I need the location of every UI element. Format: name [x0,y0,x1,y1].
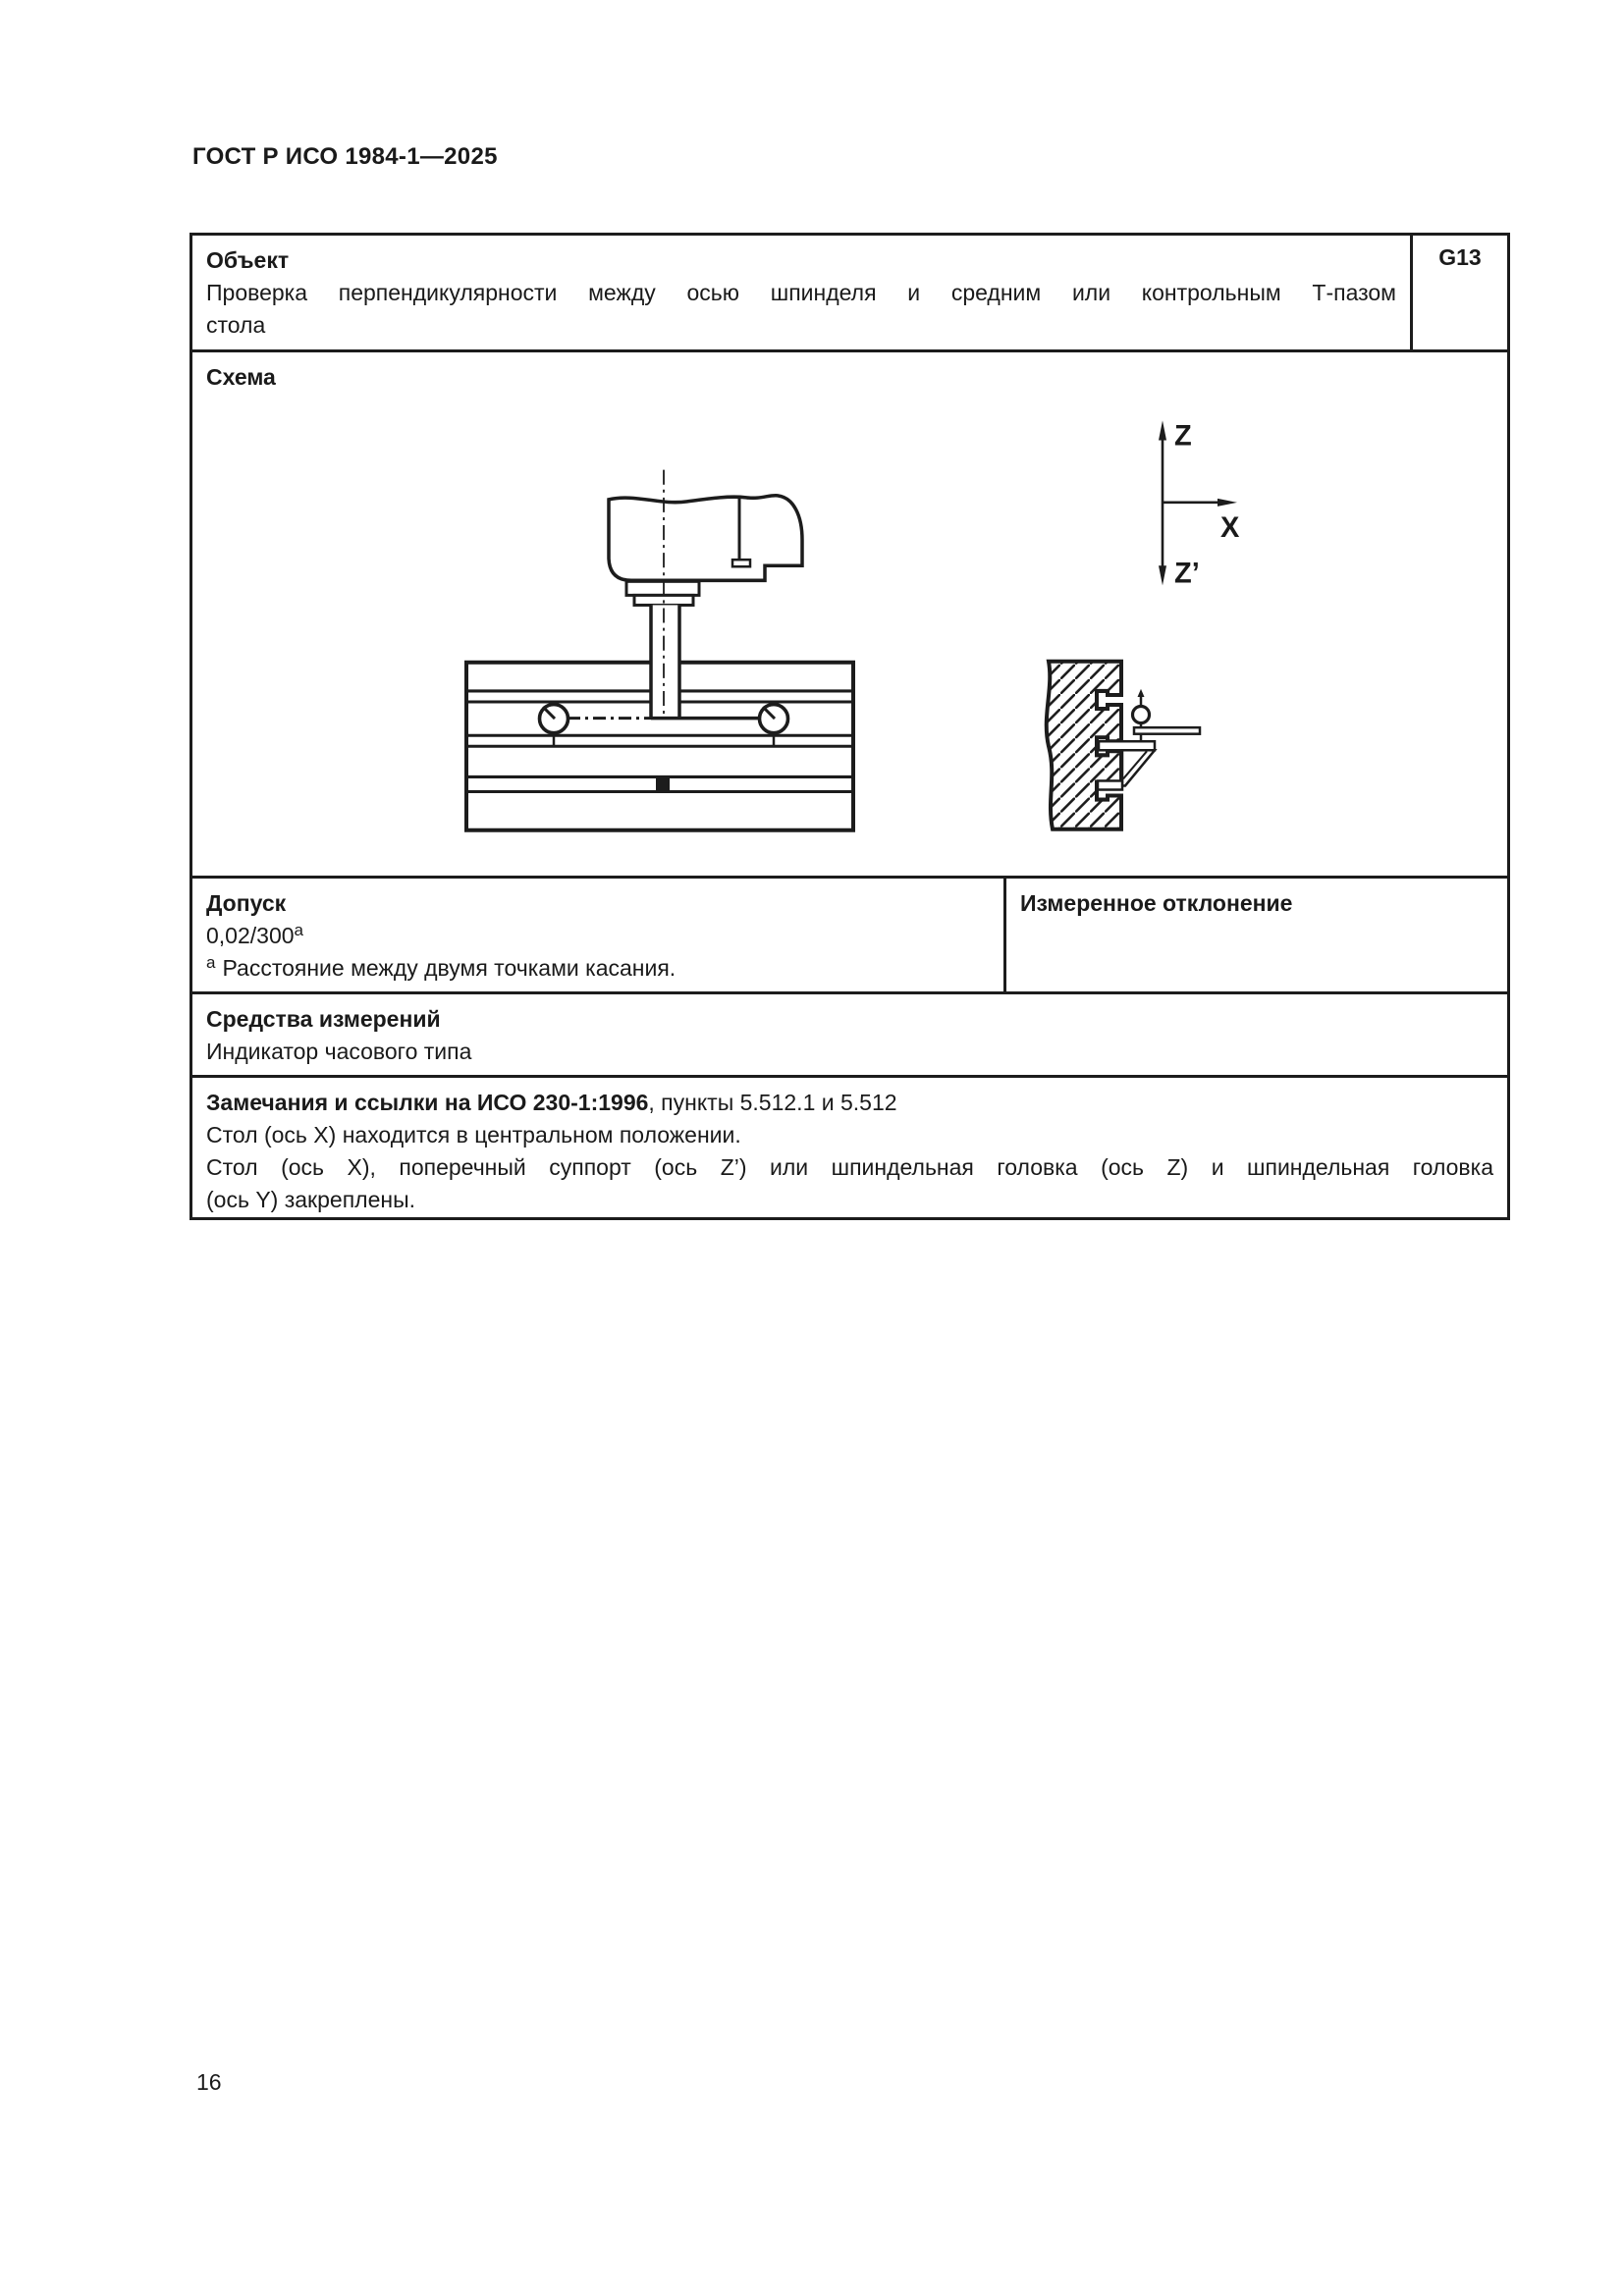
object-cell [192,236,1410,349]
test-mandrel [651,605,679,719]
instruments-label: Средства измерений [206,1006,441,1032]
deviation-label: Измеренное отклонение [1020,890,1293,916]
spindle-head-step [732,560,750,566]
notes-heading: Замечания и ссылки на ИСО 230-1:1996, пункты 5.512.1 и 5.512 [206,1090,897,1115]
axis-label-z-prime: Z’ [1173,558,1200,590]
axis-arrow-right [1218,499,1237,507]
axis-arrow-up [1159,420,1166,440]
tolerance-value: 0,02/300$^a$ [206,921,303,948]
instruments-value: Индикатор часового типа [206,1039,472,1064]
standard-code-header: ГОСТ Р ИСО 1984-1—2025 [192,143,498,170]
spindle-head [609,496,802,581]
row-object [192,236,1507,349]
dial-indicator-section [1133,689,1150,727]
spindle-nose [626,581,699,605]
measurement-setup-drawing [192,352,1507,876]
coordinate-axes [1159,420,1240,589]
section-view-drawing [1047,662,1200,829]
indicator-holding-arm [1134,727,1200,734]
row-notes [192,1075,1507,1217]
axis-arrow-down [1159,565,1166,585]
footnote-marker: a [294,921,303,939]
tolerance-cell [192,879,1006,991]
test-code-cell: G13 [1410,236,1507,349]
tolerance-footnote: $^a$ Расстояние между двумя точками касания. [206,953,677,981]
test-spec-table [189,233,1510,1220]
axis-label-x: X [1220,511,1240,545]
page-number: 16 [196,2069,222,2095]
footnote-marker: a [206,953,216,972]
scheme-label: Схема [206,364,276,390]
front-view-drawing [466,470,853,830]
notes-line1: Стол (ось X) находится в центральном положении. [206,1122,741,1148]
notes-line2: Стол (ось X), поперечный суппорт (ось Z’) или шпиндельная головка (ось Z) и шпиндельная головка [206,1154,1493,1180]
row-tolerance [192,876,1507,991]
notes-line3: (ось Y) закреплены. [206,1187,415,1212]
object-text-line1: Проверка перпендикулярности между осью шпинделя и средним или контрольным Т-пазом [206,280,1396,305]
object-label: Объект [206,247,290,273]
deviation-cell [1006,879,1507,991]
row-scheme [192,349,1507,876]
row-instruments [192,991,1507,1075]
t-slot-mark [656,776,670,792]
tolerance-label: Допуск [206,890,287,916]
object-text-line2: стола [206,312,266,338]
axis-label-z: Z [1173,420,1192,453]
